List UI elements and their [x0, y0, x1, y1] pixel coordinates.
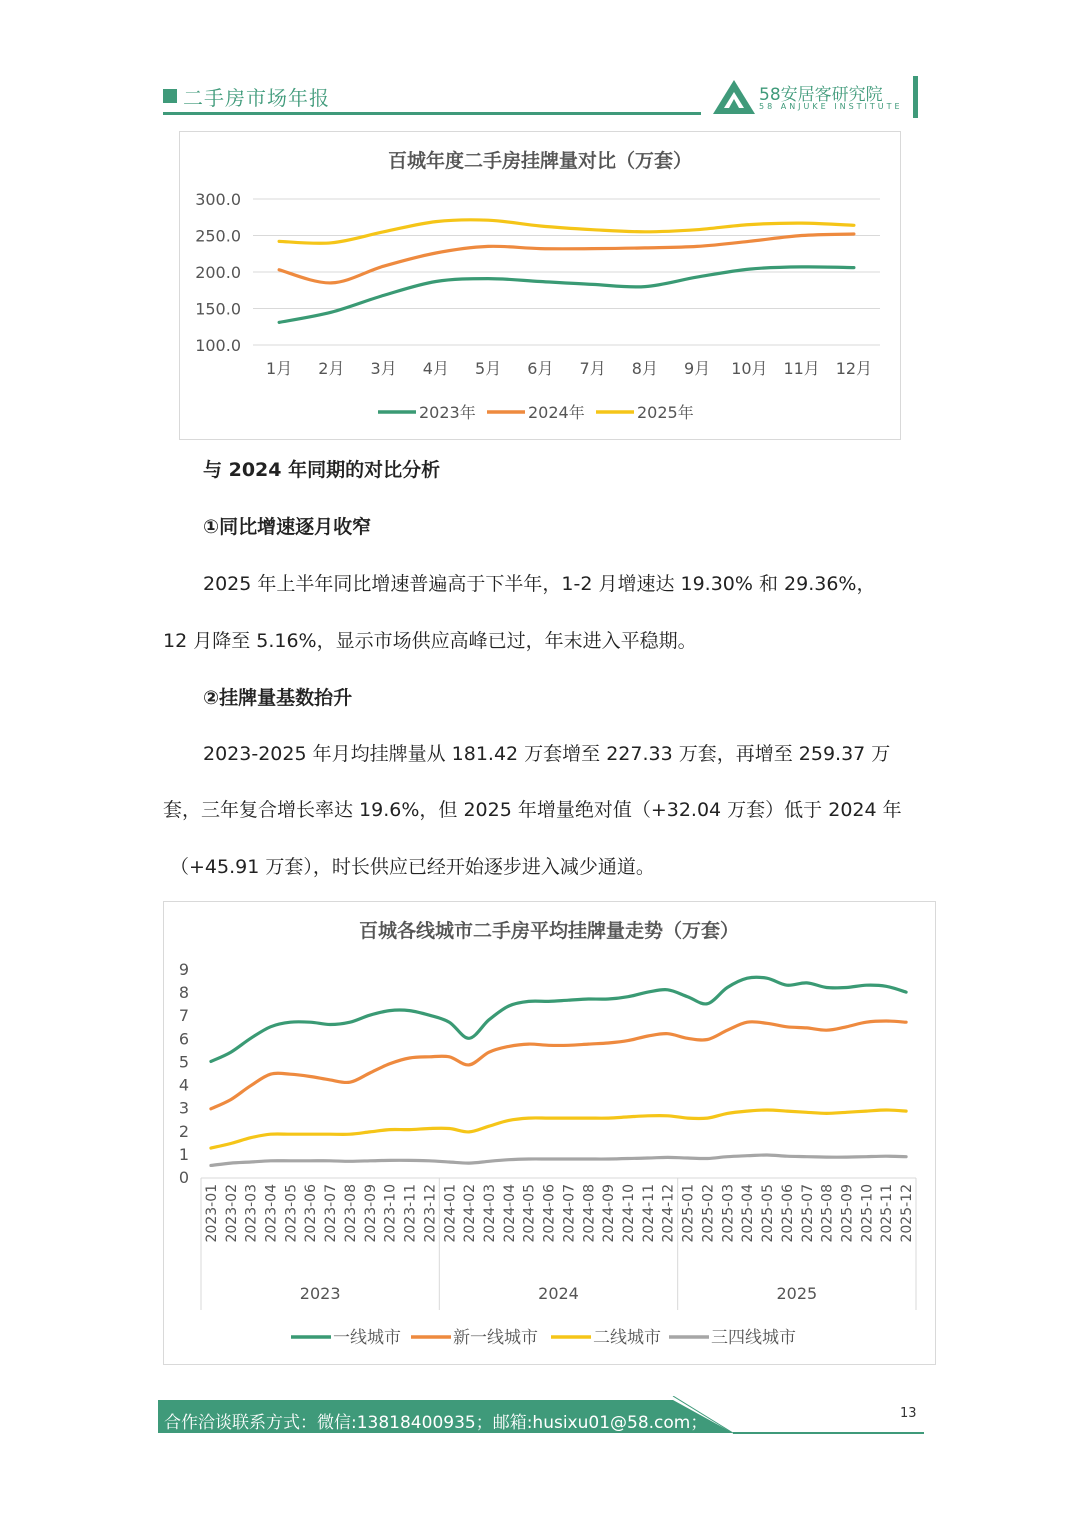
legend-label: 二线城市 — [593, 1328, 661, 1348]
annual-listing-chart-svg — [180, 132, 900, 439]
page-number: 13 — [900, 1406, 917, 1421]
series-line-一线城市 — [211, 977, 906, 1061]
legend-label: 2025年 — [637, 403, 694, 422]
y-tick-label: 3 — [178, 1098, 189, 1118]
x-tick-label: 2025-04 — [740, 1184, 757, 1243]
x-tick-label: 11月 — [783, 359, 820, 378]
x-tick-label: 2024-09 — [601, 1184, 618, 1243]
x-tick-label: 2025-05 — [760, 1184, 777, 1243]
y-tick-label: 5 — [178, 1052, 189, 1072]
paragraph-2-line-1: 2023-2025 年月均挂牌量从 181.42 万套增至 227.33 万套，再增至 259.37 万 — [203, 743, 891, 765]
x-tick-label: 2024-03 — [481, 1184, 498, 1243]
x-tick-label: 2024-02 — [462, 1184, 479, 1243]
subheading-yoy: ①同比增速逐月收窄 — [203, 516, 372, 538]
x-tick-label: 7月 — [579, 359, 606, 378]
x-tick-label: 2024-11 — [640, 1184, 657, 1243]
y-tick-label: 200.0 — [195, 263, 241, 282]
x-tick-label: 6月 — [527, 359, 554, 378]
x-tick-label: 2023-10 — [382, 1184, 399, 1243]
x-tick-label: 2023-12 — [422, 1184, 439, 1243]
chart-title: 百城各线城市二手房平均挂牌量走势（万套） — [358, 920, 740, 942]
x-tick-label: 9月 — [684, 359, 711, 378]
y-tick-label: 7 — [178, 1006, 189, 1026]
x-tick-label: 2023-06 — [303, 1184, 320, 1243]
page-footer — [158, 1396, 924, 1436]
header-accent-bar — [913, 76, 918, 118]
tier-city-chart-svg — [164, 902, 935, 1364]
x-tick-label: 2025-07 — [799, 1184, 816, 1243]
x-tick-label: 12月 — [835, 359, 873, 378]
x-group-label: 2025 — [776, 1284, 818, 1303]
logo-text: 58安居客研究院 — [759, 85, 883, 105]
x-tick-label: 1月 — [266, 359, 293, 378]
x-tick-label: 2023-07 — [323, 1184, 340, 1243]
y-tick-label: 100.0 — [195, 336, 241, 355]
x-group-label: 2024 — [538, 1284, 579, 1303]
x-tick-label: 5月 — [475, 359, 502, 378]
y-tick-label: 2 — [178, 1121, 189, 1141]
legend-label: 三四线城市 — [711, 1328, 796, 1348]
x-tick-label: 2023-04 — [263, 1184, 280, 1243]
x-tick-label: 2023-09 — [362, 1184, 379, 1243]
x-tick-label: 2024-07 — [561, 1184, 578, 1243]
chart-title: 百城年度二手房挂牌量对比（万套） — [387, 150, 693, 172]
x-tick-label: 2025-06 — [779, 1184, 796, 1243]
x-tick-label: 4月 — [422, 359, 449, 378]
header-square-icon — [163, 89, 177, 103]
x-tick-label: 2023-11 — [402, 1184, 419, 1243]
x-tick-label: 2025-09 — [839, 1184, 856, 1243]
x-tick-label: 2023-01 — [203, 1184, 220, 1243]
x-tick-label: 2024-04 — [501, 1184, 518, 1243]
x-tick-label: 2025-08 — [819, 1184, 836, 1243]
subheading-base: ②挂牌量基数抬升 — [203, 687, 353, 709]
x-tick-label: 2025-03 — [720, 1184, 737, 1243]
footer-contact: 合作洽谈联系方式：微信:13818400935；邮箱:husixu01@58.com； — [164, 1413, 708, 1433]
series-line-2024年 — [279, 234, 854, 283]
y-tick-label: 1 — [178, 1144, 189, 1164]
report-title: 二手房市场年报 — [183, 86, 330, 110]
x-tick-label: 2023-05 — [283, 1184, 300, 1243]
x-tick-label: 2023-03 — [243, 1184, 260, 1243]
x-tick-label: 2024-08 — [581, 1184, 598, 1243]
annual-listing-chart — [179, 131, 901, 440]
header-underline — [163, 112, 701, 115]
y-tick-label: 8 — [178, 983, 189, 1003]
x-tick-label: 2025-01 — [680, 1184, 697, 1243]
y-tick-label: 9 — [178, 960, 189, 979]
y-tick-label: 250.0 — [195, 226, 241, 246]
x-tick-label: 2024-12 — [660, 1184, 677, 1243]
series-line-三四线城市 — [211, 1155, 906, 1165]
x-tick-label: 2024-05 — [521, 1184, 538, 1243]
y-tick-label: 4 — [178, 1075, 189, 1095]
paragraph-1-line-1: 2025 年上半年同比增速普遍高于下半年，1-2 月增速达 19.30% 和 29.36%， — [203, 573, 876, 595]
x-tick-label: 3月 — [370, 359, 397, 378]
series-line-新一线城市 — [211, 1021, 906, 1109]
x-tick-label: 2025-11 — [879, 1184, 896, 1243]
page-header — [163, 78, 923, 122]
x-tick-label: 2023-02 — [223, 1184, 240, 1243]
legend-label: 一线城市 — [333, 1328, 401, 1348]
x-tick-label: 2024-06 — [541, 1184, 558, 1243]
section-heading: 与 2024 年同期的对比分析 — [203, 459, 441, 481]
x-tick-label: 2025-10 — [859, 1184, 876, 1243]
paragraph-2-line-3: （+45.91 万套），时长供应已经开始逐步进入减少通道。 — [170, 856, 655, 878]
x-tick-label: 2023-08 — [342, 1184, 359, 1243]
y-tick-label: 300.0 — [195, 190, 241, 209]
y-tick-label: 150.0 — [195, 299, 241, 319]
x-tick-label: 8月 — [631, 359, 658, 378]
paragraph-2-line-2: 套，三年复合增长率达 19.6%，但 2025 年增量绝对值（+32.04 万套）低于 2024 年 — [163, 799, 902, 821]
y-tick-label: 0 — [178, 1168, 189, 1187]
y-tick-label: 6 — [178, 1029, 189, 1049]
logo-triangle-icon — [713, 80, 755, 114]
x-tick-label: 2月 — [318, 359, 345, 378]
x-group-label: 2023 — [299, 1284, 341, 1303]
legend-label: 2023年 — [419, 403, 476, 422]
x-tick-label: 2024-01 — [442, 1184, 459, 1243]
x-tick-label: 2025-12 — [899, 1184, 916, 1243]
tier-city-chart — [163, 901, 936, 1365]
paragraph-1-line-2: 12 月降至 5.16%，显示市场供应高峰已过，年末进入平稳期。 — [163, 630, 697, 652]
x-tick-label: 2024-10 — [621, 1184, 638, 1243]
logo-subtext: 58 ANJUKE INSTITUTE — [759, 102, 903, 111]
series-line-二线城市 — [211, 1110, 906, 1148]
series-line-2023年 — [279, 267, 854, 323]
x-tick-label: 10月 — [731, 359, 768, 378]
anjuke-logo — [713, 78, 918, 116]
x-tick-label: 2025-02 — [700, 1184, 717, 1243]
legend-label: 2024年 — [528, 403, 585, 422]
legend-label: 新一线城市 — [453, 1328, 538, 1348]
